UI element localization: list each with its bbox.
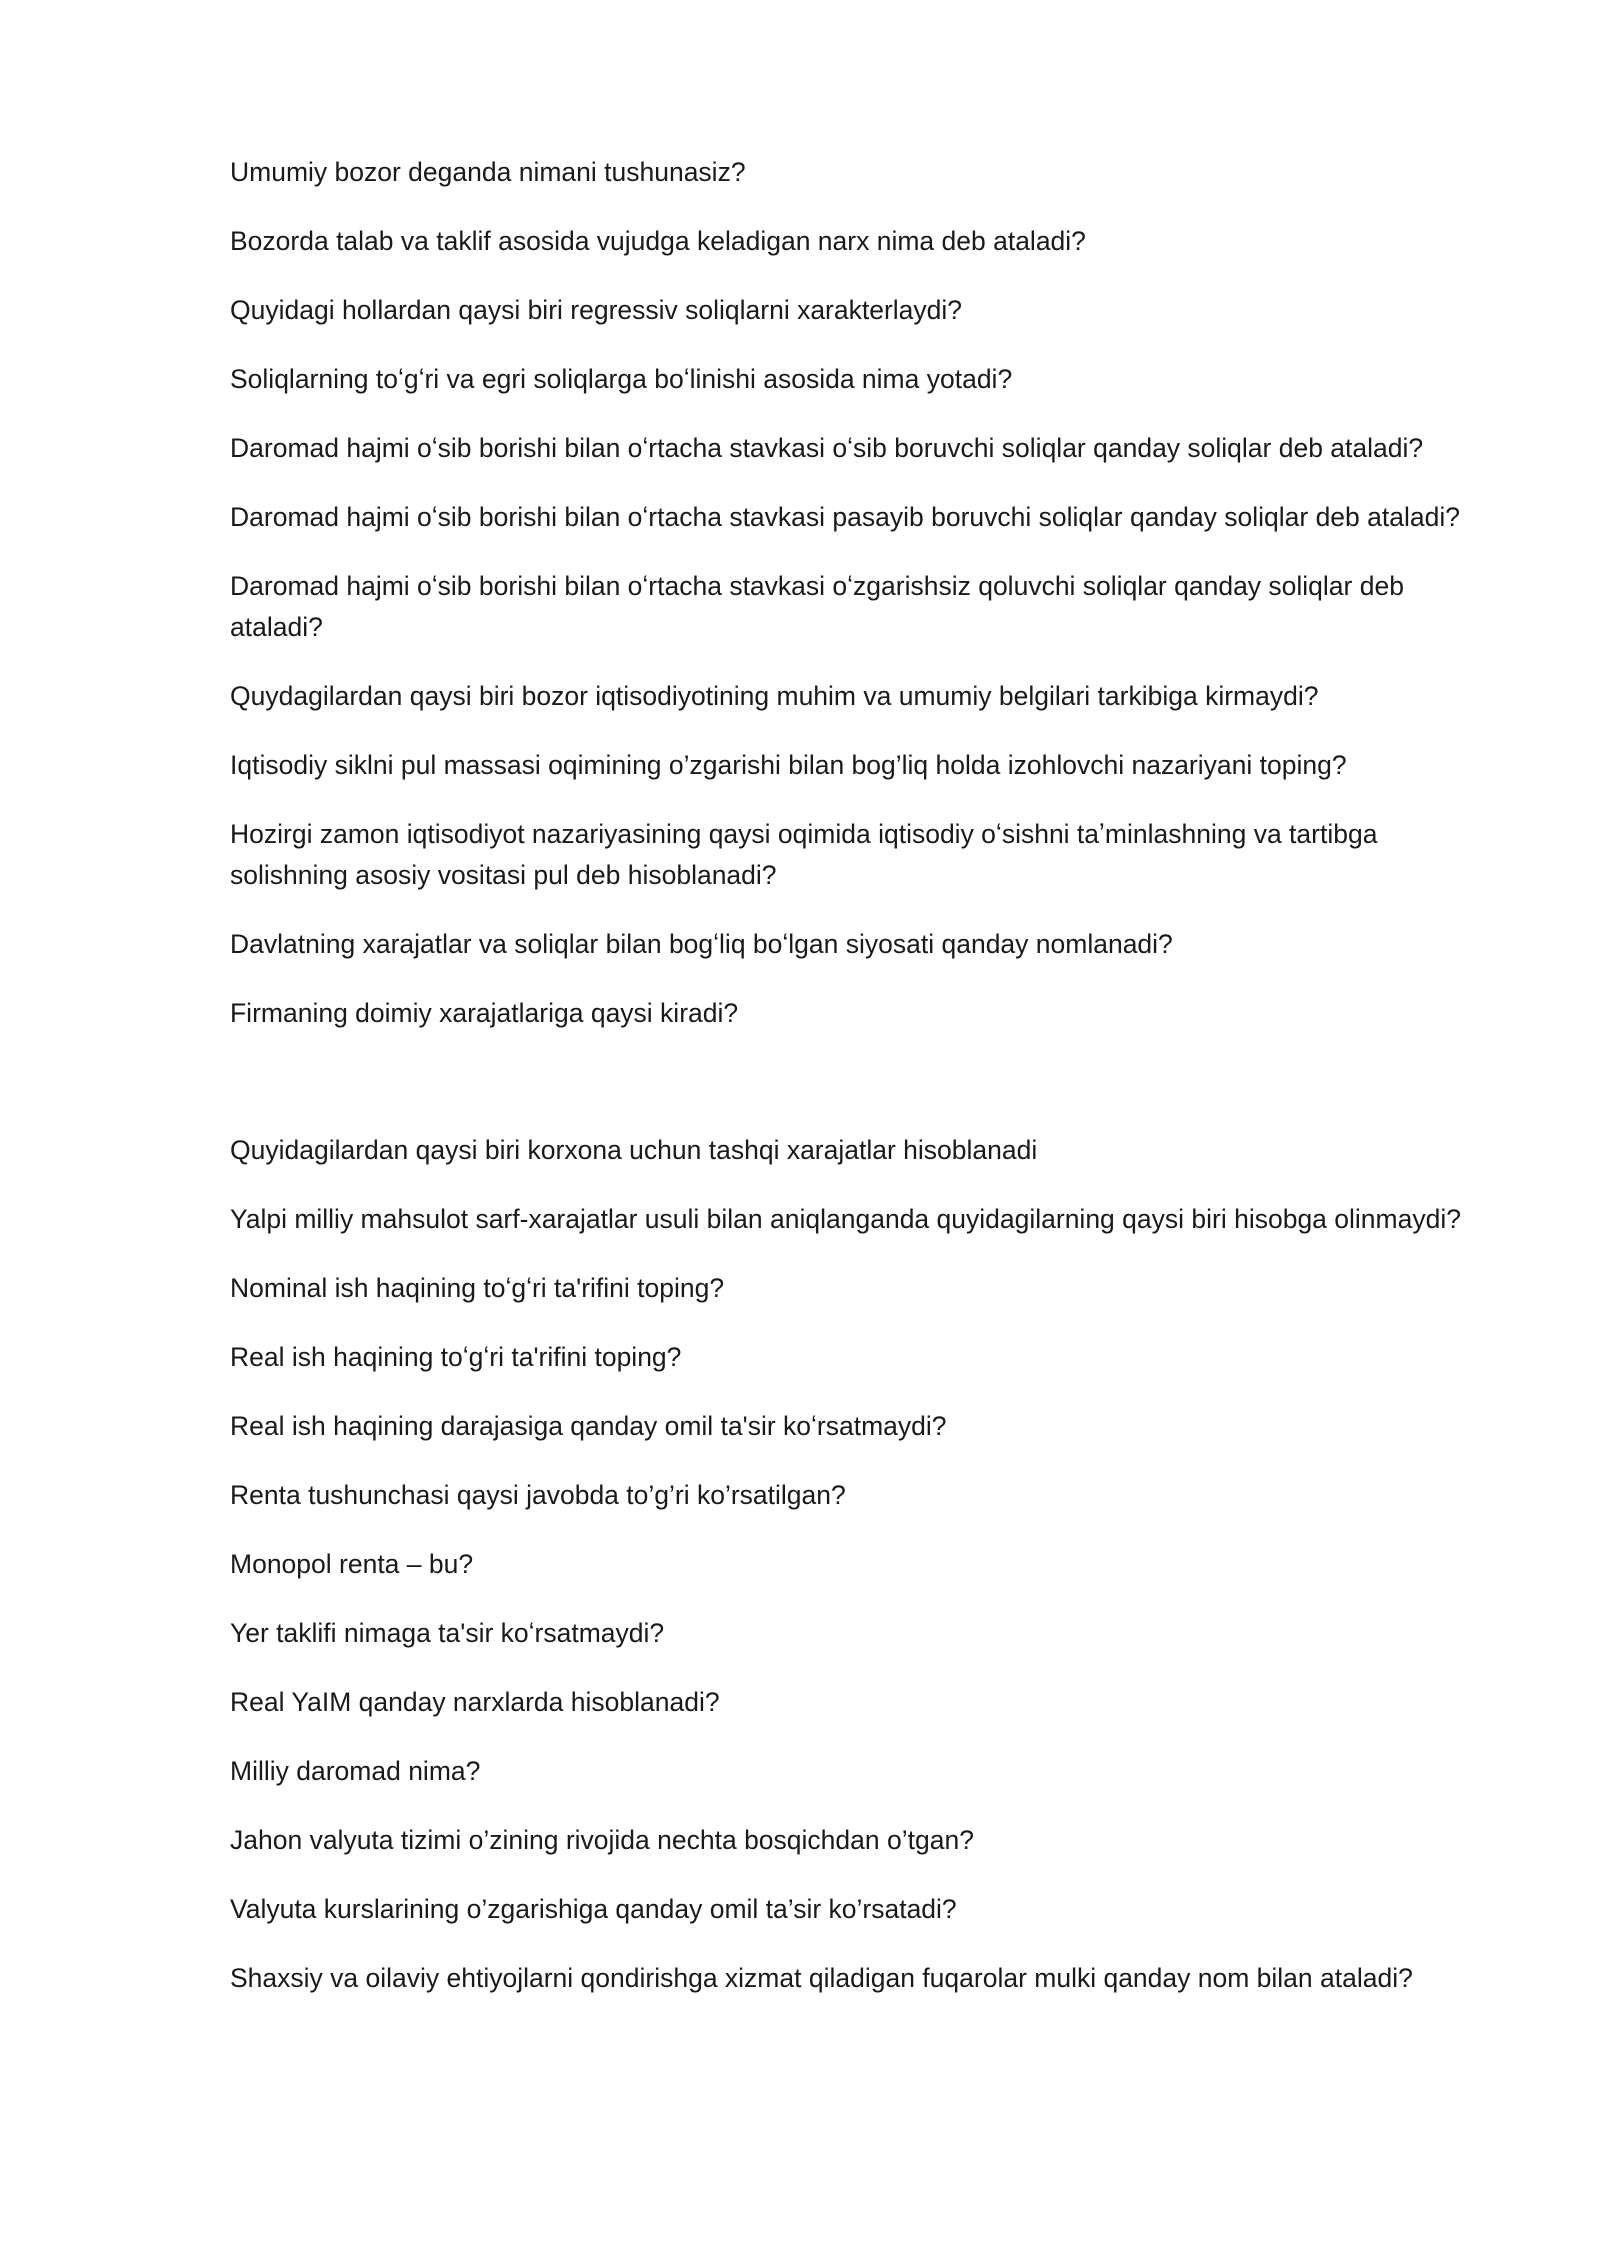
question-item: Yalpi milliy mahsulot sarf-xarajatlar usuli bilan aniqlanganda quyidagilarning qaysi biri hisobga olinmaydi? (230, 1204, 1461, 1234)
question-item: Real YaIM qanday narxlarda hisoblanadi? (230, 1687, 720, 1717)
question-item: Quyidagilardan qaysi biri korxona uchun tashqi xarajatlar hisoblanadi (230, 1135, 1038, 1165)
question-item: Davlatning xarajatlar va soliqlar bilan bogʻliq boʻlgan siyosati qanday nomlanadi? (230, 929, 1173, 959)
question-item: Bozorda talab va taklif asosida vujudga keladigan narx nima deb ataladi? (230, 226, 1086, 256)
question-item: Yer taklifi nimaga ta'sir koʻrsatmaydi? (230, 1618, 665, 1648)
question-item: Quydagilardan qaysi biri bozor iqtisodiyotining muhim va umumiy belgilari tarkibiga kirmaydi? (230, 681, 1319, 711)
question-item: Hozirgi zamon iqtisodiyot nazariyasining qaysi oqimida iqtisodiy oʻsishni taʼminlashning va tartibga solishning asosiy vositasi pul deb hisoblanadi? (230, 819, 1378, 890)
question-item: Monopol renta – bu? (230, 1549, 474, 1579)
question-item: Quyidagi hollardan qaysi biri regressiv soliqlarni xarakterlaydi? (230, 295, 963, 325)
question-item: Daromad hajmi oʻsib borishi bilan oʻrtacha stavkasi pasayib boruvchi soliqlar qanday soliqlar deb ataladi? (230, 502, 1460, 532)
question-item: Renta tushunchasi qaysi javobda to’g’ri ko’rsatilgan? (230, 1480, 846, 1510)
question-item: Milliy daromad nima? (230, 1756, 481, 1786)
question-item: Jahon valyuta tizimi o’zining rivojida nechta bosqichdan o’tgan? (230, 1825, 974, 1855)
question-item: Soliqlarning toʻgʻri va egri soliqlarga boʻlinishi asosida nima yotadi? (230, 364, 1013, 394)
question-item: Real ish haqining darajasiga qanday omil ta'sir koʻrsatmaydi? (230, 1411, 947, 1441)
question-item: Firmaning doimiy xarajatlariga qaysi kiradi? (230, 998, 739, 1028)
question-item: Valyuta kurslarining o’zgarishiga qanday omil ta’sir ko’rsatadi? (230, 1894, 957, 1924)
question-item: Iqtisodiy siklni pul massasi oqimining o’zgarishi bilan bog’liq holda izohlovchi nazariyani toping? (230, 750, 1347, 780)
question-item: Real ish haqining toʻgʻri ta'rifini toping? (230, 1342, 682, 1372)
question-item: Daromad hajmi oʻsib borishi bilan oʻrtacha stavkasi oʻsib boruvchi soliqlar qanday soliqlar deb ataladi? (230, 433, 1424, 463)
question-item: Umumiy bozor deganda nimani tushunasiz? (230, 157, 746, 187)
question-item: Nominal ish haqining toʻgʻri ta'rifini toping? (230, 1273, 725, 1303)
question-list (230, 152, 1470, 2027)
question-item: Daromad hajmi oʻsib borishi bilan oʻrtacha stavkasi oʻzgarishsiz qoluvchi soliqlar qanday soliqlar deb ataladi? (230, 571, 1404, 642)
question-item: Shaxsiy va oilaviy ehtiyojlarni qondirishga xizmat qiladigan fuqarolar mulki qanday nom bilan ataladi? (230, 1963, 1413, 1993)
empty-paragraph (230, 1062, 1470, 1130)
